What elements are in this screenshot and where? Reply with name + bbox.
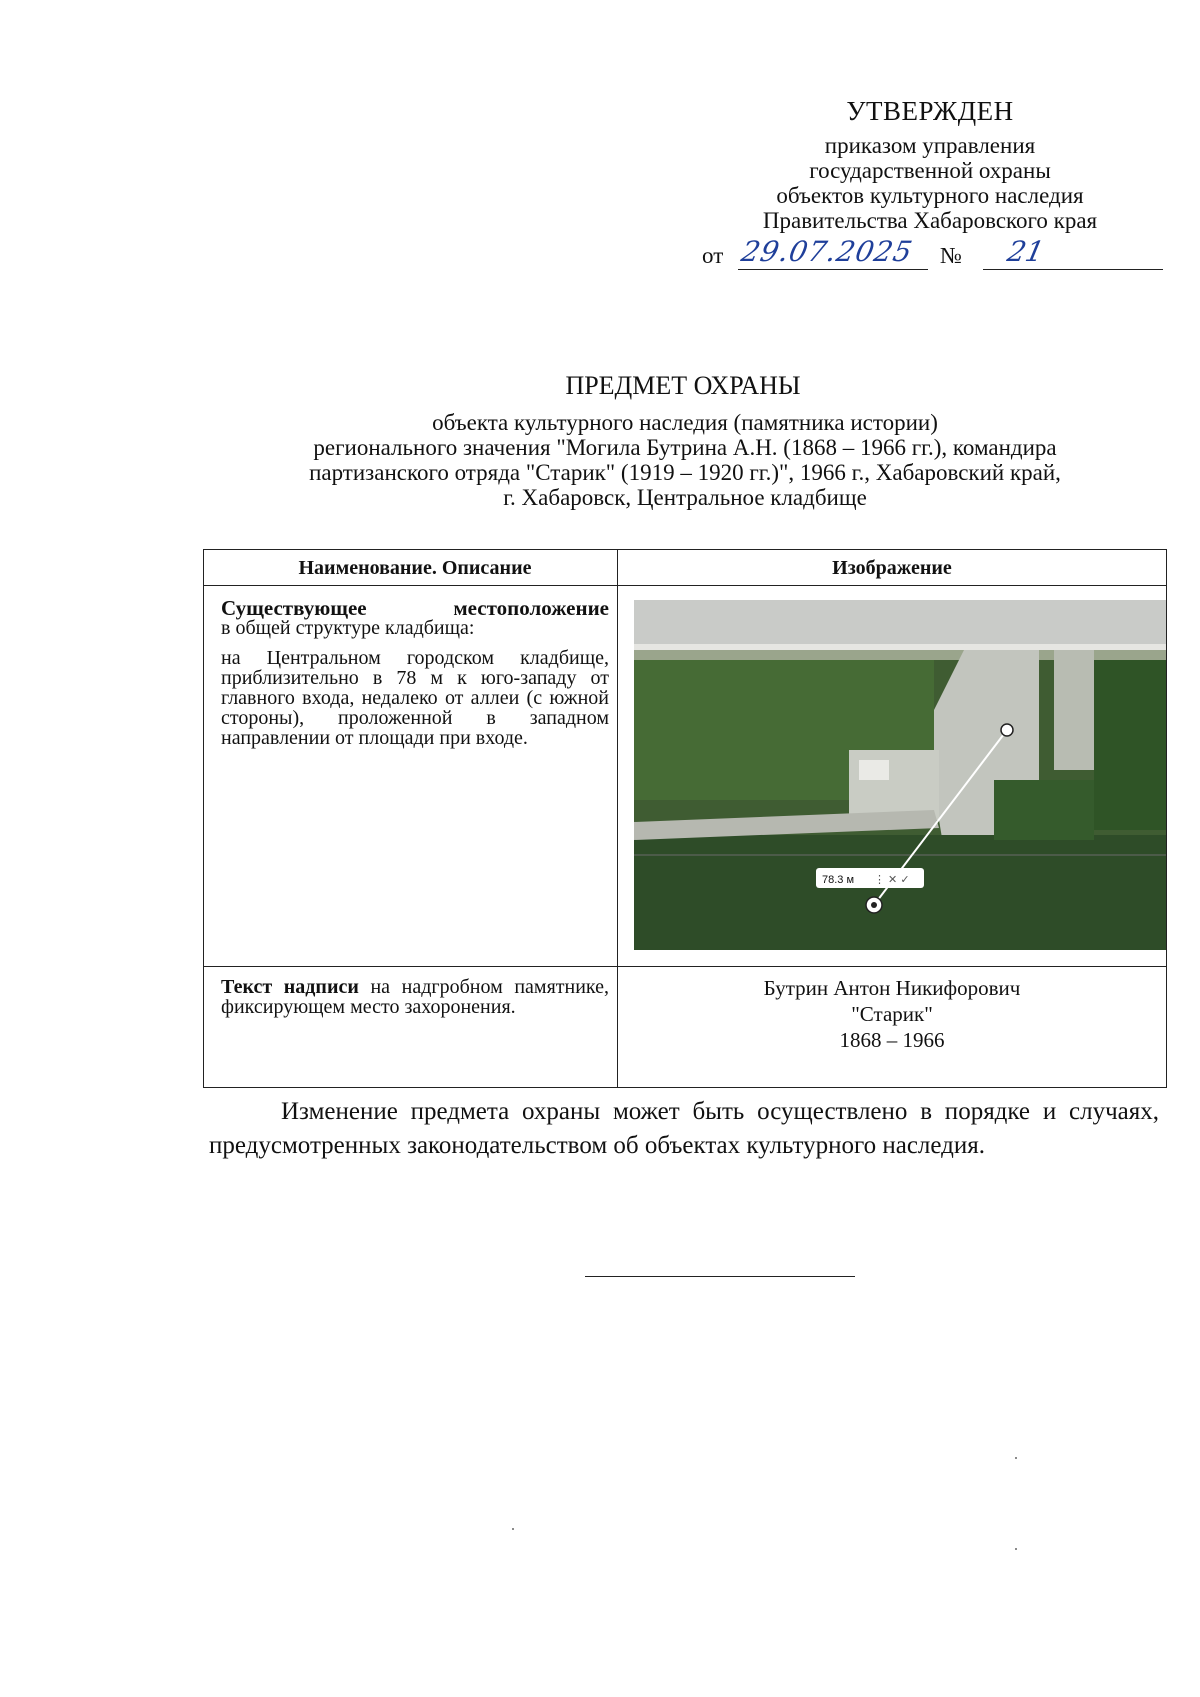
approval-line-2: государственной охраны [809,158,1051,183]
inscription-name: Бутрин Антон Никифорович [763,976,1021,1000]
inscription-years: 1868 – 1966 [839,1028,945,1052]
scan-speck [1015,1548,1017,1550]
location-subtitle: в общей структуре кладбища: [221,617,475,639]
inscription-text-cell [618,967,1167,1088]
location-description: на Центральном городском кладбище, приблизительно в 78 м к юго-западу от главного входа, недалеко от аллеи (с южной стороны), проложенной в западном направлении от площади при входе. [221,647,609,749]
approval-line-3: объектов культурного наследия [776,183,1084,208]
location-image-cell [618,586,1167,967]
table-row-inscription [204,967,1167,1088]
subtitle-line-2: регионального значения "Могила Бутрина А.Н. (1868 – 1966 гг.), командира [313,435,1057,460]
date-prefix: от [702,243,724,268]
subtitle-line-1: объекта культурного наследия (памятника истории) [432,410,938,435]
scan-speck [1015,1457,1017,1459]
number-prefix: № [940,243,962,268]
table-header-row [204,550,1167,586]
approval-order [690,133,1170,233]
approval-date-line [690,235,1170,273]
subtitle-line-4: г. Хабаровск, Центральное кладбище [503,485,867,510]
approval-line-4: Правительства Хабаровского края [762,208,1098,233]
table-row-location [204,586,1167,967]
document-title: ПРЕДМЕТ ОХРАНЫ [565,371,801,400]
approval-block [690,96,1170,273]
inscription-bold-2: надписи [283,976,359,998]
approval-heading: УТВЕРЖДЕН [846,96,1014,126]
number-handwritten: 21 [1004,235,1048,268]
inscription-bold-1: Текст [221,976,273,998]
date-underline [738,269,928,270]
number-underline [983,269,1163,270]
location-description-cell [204,586,618,967]
inscription-nickname: "Старик" [851,1002,933,1026]
end-divider [585,1276,855,1277]
location-title: Существующее местоположение [221,596,609,620]
scan-speck [512,1528,514,1530]
date-handwritten: 29.07.2025 [738,235,916,268]
footer-note: Изменение предмета охраны может быть осуществлено в порядке и случаях, предусмотренных законодательством об объектах культурного наследия. [209,1098,1159,1159]
col-header-description: Наименование. Описание [204,550,618,586]
map-measure-icons: ⋮ ✕ ✓ [874,874,910,886]
map-measure-label: 78.3 м [822,874,855,886]
document-subtitle [235,410,1135,510]
inscription-description-cell [204,967,618,1088]
approval-line-1: приказом управления [824,133,1036,158]
aerial-map-image [634,600,1166,950]
inscription-description [221,977,609,1017]
inscription-rest: на надгробном памятнике, фиксирующем место захоронения. [221,976,610,1018]
protection-table [203,549,1167,1088]
col-header-image: Изображение [618,550,1167,586]
subtitle-line-3: партизанского отряда "Старик" (1919 – 1920 гг.)", 1966 г., Хабаровский край, [309,460,1061,485]
